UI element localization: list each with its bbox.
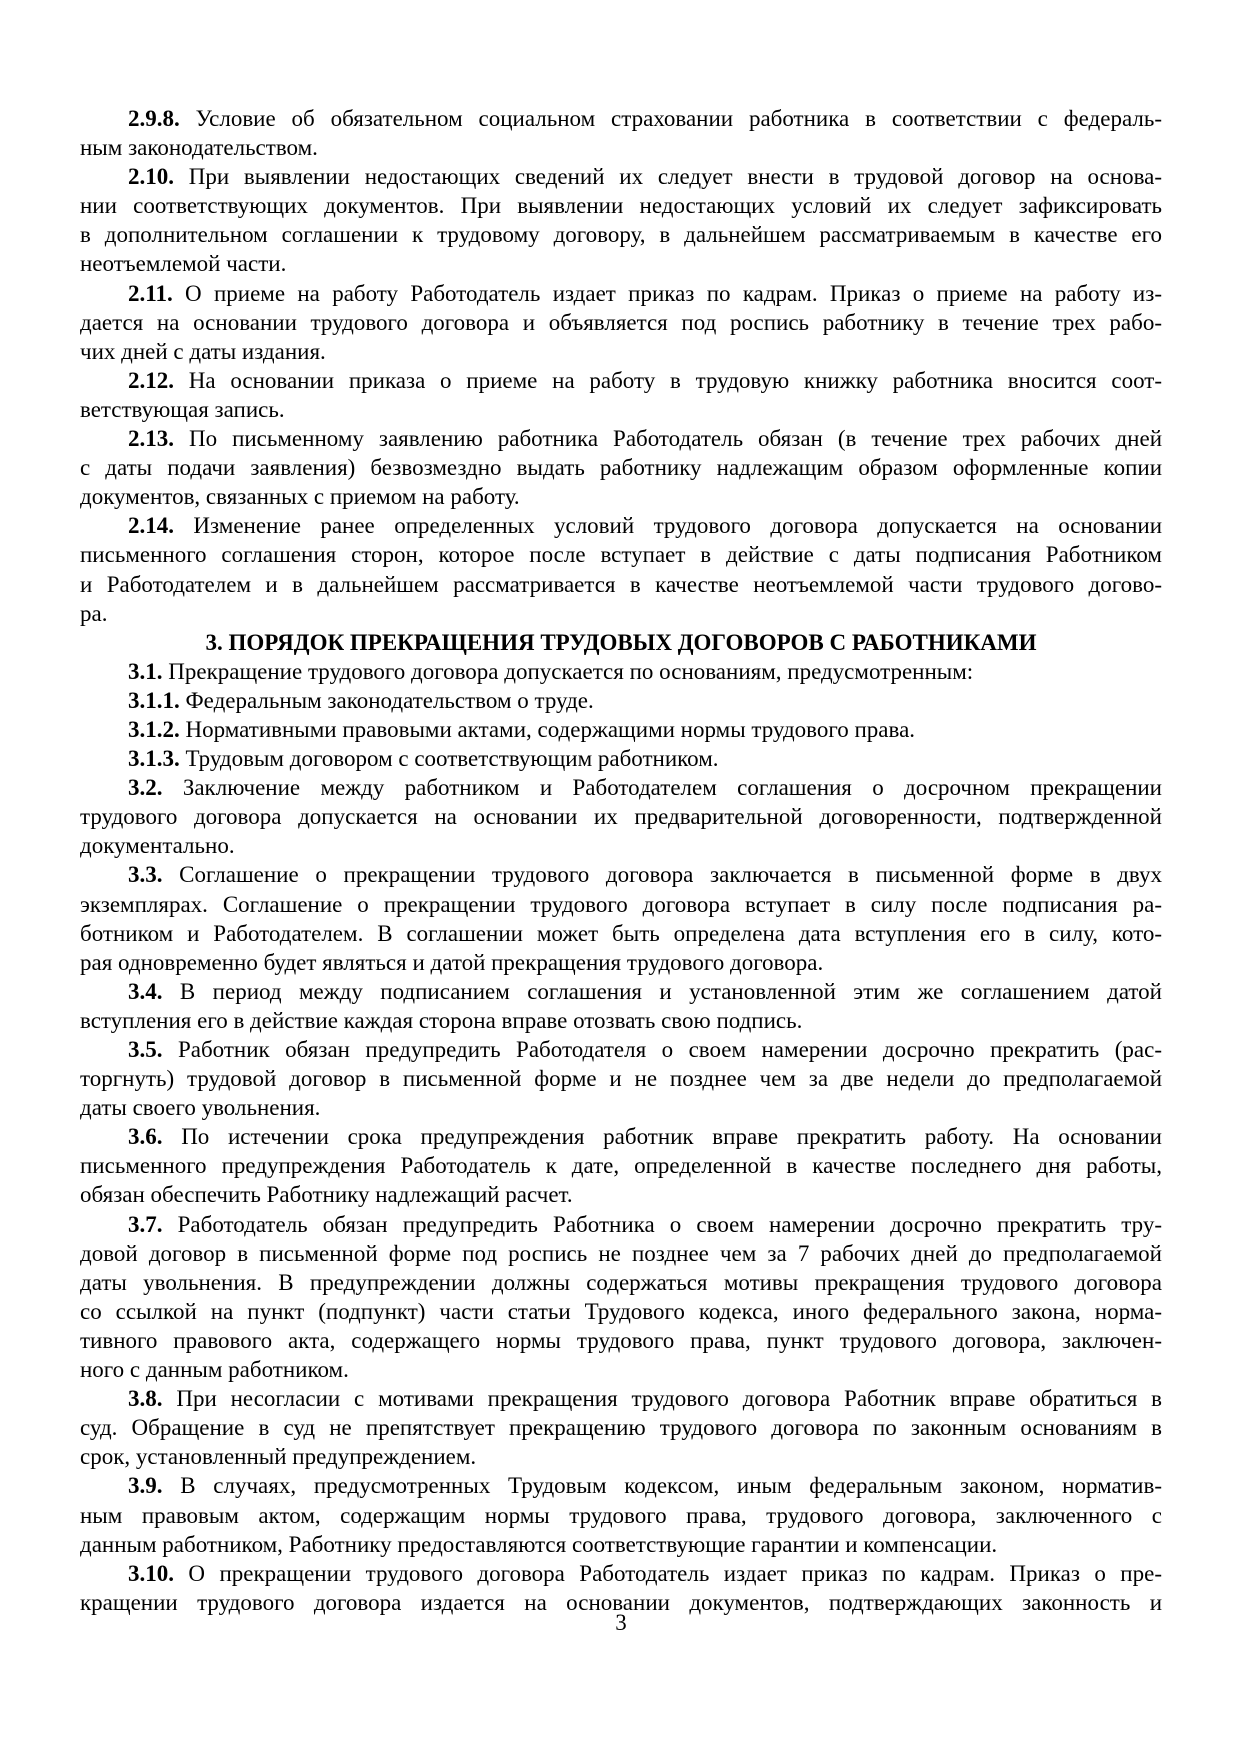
paragraph-line: торгнуть) трудовой договор в письменной форме и не позднее чем за две недели до предполагаемой xyxy=(80,1066,1162,1092)
paragraph-line: письменного соглашения сторон, которое после вступает в действие с даты подписания Работником xyxy=(80,542,1162,568)
paragraph-line: данным работником, Работнику предоставляются соответствующие гарантии и компенсации. xyxy=(80,1531,998,1557)
clause-number: 3.1.1. xyxy=(128,687,180,713)
paragraph-first-line: 2.12. На основании приказа о приеме на работу в трудовую книжку работника вносится соот- xyxy=(128,367,1162,393)
paragraph-first-line: 3.1. Прекращение трудового договора допускается по основаниям, предусмотренным: xyxy=(128,658,974,684)
paragraph-line: срок, установленный предупреждением. xyxy=(80,1444,477,1470)
clause-number: 3.1. xyxy=(128,658,163,684)
paragraph-line: ного с данным работником. xyxy=(80,1357,349,1383)
paragraph-line: кращении трудового договора издается на основании документов, подтверждающих законность и xyxy=(80,1589,1162,1615)
page-number: 3 xyxy=(615,1610,627,1635)
paragraph-line: нии соответствующих документов. При выявлении недостающих условий их следует зафиксировать xyxy=(80,193,1162,219)
paragraph-line: суд. Обращение в суд не препятствует прекращению трудового договора по законным основаниям в xyxy=(80,1415,1162,1441)
paragraph-line: обязан обеспечить Работнику надлежащий расчет. xyxy=(80,1182,573,1208)
paragraph-first-line: 3.3. Соглашение о прекращении трудового договора заключается в письменной форме в двух xyxy=(128,862,1162,888)
paragraph-line: трудового договора допускается на основании их предварительной договоренности, подтвержденной xyxy=(80,804,1162,830)
paragraph-line: экземплярах. Соглашение о прекращении трудового договора вступает в силу после подписания ра- xyxy=(80,891,1162,917)
paragraph-line: дается на основании трудового договора и объявляется под роспись работнику в течение трех рабо- xyxy=(80,309,1162,335)
clause-number: 2.13. xyxy=(128,426,174,452)
clause-number: 3.1.3. xyxy=(128,746,180,772)
paragraph-line: и Работодателем и в дальнейшем рассматривается в качестве неотъемлемой части трудового догово- xyxy=(80,571,1162,597)
paragraph-first-line: 3.4. В период между подписанием соглашения и установленной этим же соглашением датой xyxy=(128,978,1162,1004)
paragraph-first-line: 3.8. При несогласии с мотивами прекращения трудового договора Работник вправе обратиться в xyxy=(128,1386,1162,1412)
clause-number: 3.7. xyxy=(128,1211,163,1237)
clause-number: 2.10. xyxy=(128,164,174,190)
paragraph-first-line: 2.11. О приеме на работу Работодатель издает приказ по кадрам. Приказ о приеме на работу из- xyxy=(128,280,1162,306)
clause-number: 2.12. xyxy=(128,367,174,393)
clause-number: 3.2. xyxy=(128,775,163,801)
clause-number: 3.5. xyxy=(128,1037,163,1062)
paragraph-line: вступления его в действие каждая сторона вправе отозвать свою подпись. xyxy=(80,1007,803,1033)
paragraph-first-line: 3.6. По истечении срока предупреждения работник вправе прекратить работу. На основании xyxy=(128,1124,1162,1150)
clause-number: 3.8. xyxy=(128,1386,163,1412)
paragraph-line: ным законодательством. xyxy=(80,135,318,161)
paragraph-first-line: 3.1.2. Нормативными правовыми актами, содержащими нормы трудового права. xyxy=(128,716,916,742)
paragraph-first-line: 2.10. При выявлении недостающих сведений их следует внести в трудовой договор на основа- xyxy=(128,164,1162,190)
clause-number: 3.3. xyxy=(128,862,163,888)
paragraph-line: рая одновременно будет являться и датой прекращения трудового договора. xyxy=(80,949,824,975)
paragraph-line: документально. xyxy=(80,833,235,859)
paragraph-first-line: 2.9.8. Условие об обязательном социальном страховании работника в соответствии с федераль- xyxy=(128,106,1162,131)
document-body xyxy=(80,104,1162,1617)
paragraph-first-line: 3.2. Заключение между работником и Работодателем соглашения о досрочном прекращении xyxy=(128,775,1162,801)
section-heading: 3. ПОРЯДОК ПРЕКРАЩЕНИЯ ТРУДОВЫХ ДОГОВОРОВ С РАБОТНИКАМИ xyxy=(205,629,1037,655)
clause-number: 2.9.8. xyxy=(128,106,180,131)
paragraph-first-line: 3.5. Работник обязан предупредить Работодателя о своем намерении досрочно прекратить (рас- xyxy=(128,1037,1162,1062)
paragraph-line: со ссылкой на пункт (подпункт) части статьи Трудового кодекса, иного федерального закона, норма- xyxy=(80,1298,1162,1324)
paragraph-first-line: 3.9. В случаях, предусмотренных Трудовым кодексом, иным федеральным законом, норматив- xyxy=(128,1473,1162,1499)
paragraph-line: ботником и Работодателем. В соглашении может быть определена дата вступления его в силу, кото- xyxy=(80,920,1162,946)
paragraph-line: с даты подачи заявления) безвозмездно выдать работнику надлежащим образом оформленные копии xyxy=(80,455,1162,481)
paragraph-first-line: 3.1.3. Трудовым договором с соответствующим работником. xyxy=(128,746,719,772)
paragraph-line: чих дней с даты издания. xyxy=(80,338,326,364)
paragraph-first-line: 2.13. По письменному заявлению работника Работодатель обязан (в течение трех рабочих дней xyxy=(128,426,1162,452)
paragraph-line: ветствующая запись. xyxy=(80,396,285,422)
paragraph-line: даты увольнения. В предупреждении должны содержаться мотивы прекращения трудового договора xyxy=(80,1269,1162,1295)
clause-number: 2.11. xyxy=(128,280,173,306)
clause-number: 3.10. xyxy=(128,1560,174,1586)
paragraph-line: ным правовым актом, содержащим нормы трудового права, трудового договора, заключенного с xyxy=(80,1502,1162,1528)
clause-number: 3.4. xyxy=(128,978,163,1004)
paragraph-line: в дополнительном соглашении к трудовому договору, в дальнейшем рассматриваемым в качестве его xyxy=(80,222,1162,248)
paragraph-line: тивного правового акта, содержащего нормы трудового права, пункт трудового договора, заключен- xyxy=(80,1327,1162,1353)
paragraph-line: документов, связанных с приемом на работу. xyxy=(80,484,520,510)
clause-number: 3.1.2. xyxy=(128,716,180,742)
clause-number: 3.9. xyxy=(128,1473,163,1499)
paragraph-line: ра. xyxy=(80,600,108,626)
paragraph-line: довой договор в письменной форме под роспись не позднее чем за 7 рабочих дней до предполагаемой xyxy=(80,1240,1162,1266)
paragraph-first-line: 3.1.1. Федеральным законодательством о труде. xyxy=(128,687,594,713)
paragraph-line: неотъемлемой части. xyxy=(80,251,287,277)
paragraph-line: даты своего увольнения. xyxy=(80,1095,321,1121)
paragraph-line: письменного предупреждения Работодатель к дате, определенной в качестве последнего дня работы, xyxy=(80,1153,1162,1179)
clause-number: 2.14. xyxy=(128,513,174,539)
paragraph-first-line: 2.14. Изменение ранее определенных условий трудового договора допускается на основании xyxy=(128,513,1162,539)
paragraph-first-line: 3.10. О прекращении трудового договора Работодатель издает приказ по кадрам. Приказ о пре- xyxy=(128,1560,1162,1586)
paragraph-first-line: 3.7. Работодатель обязан предупредить Работника о своем намерении досрочно прекратить тру- xyxy=(128,1211,1162,1237)
clause-number: 3.6. xyxy=(128,1124,163,1150)
